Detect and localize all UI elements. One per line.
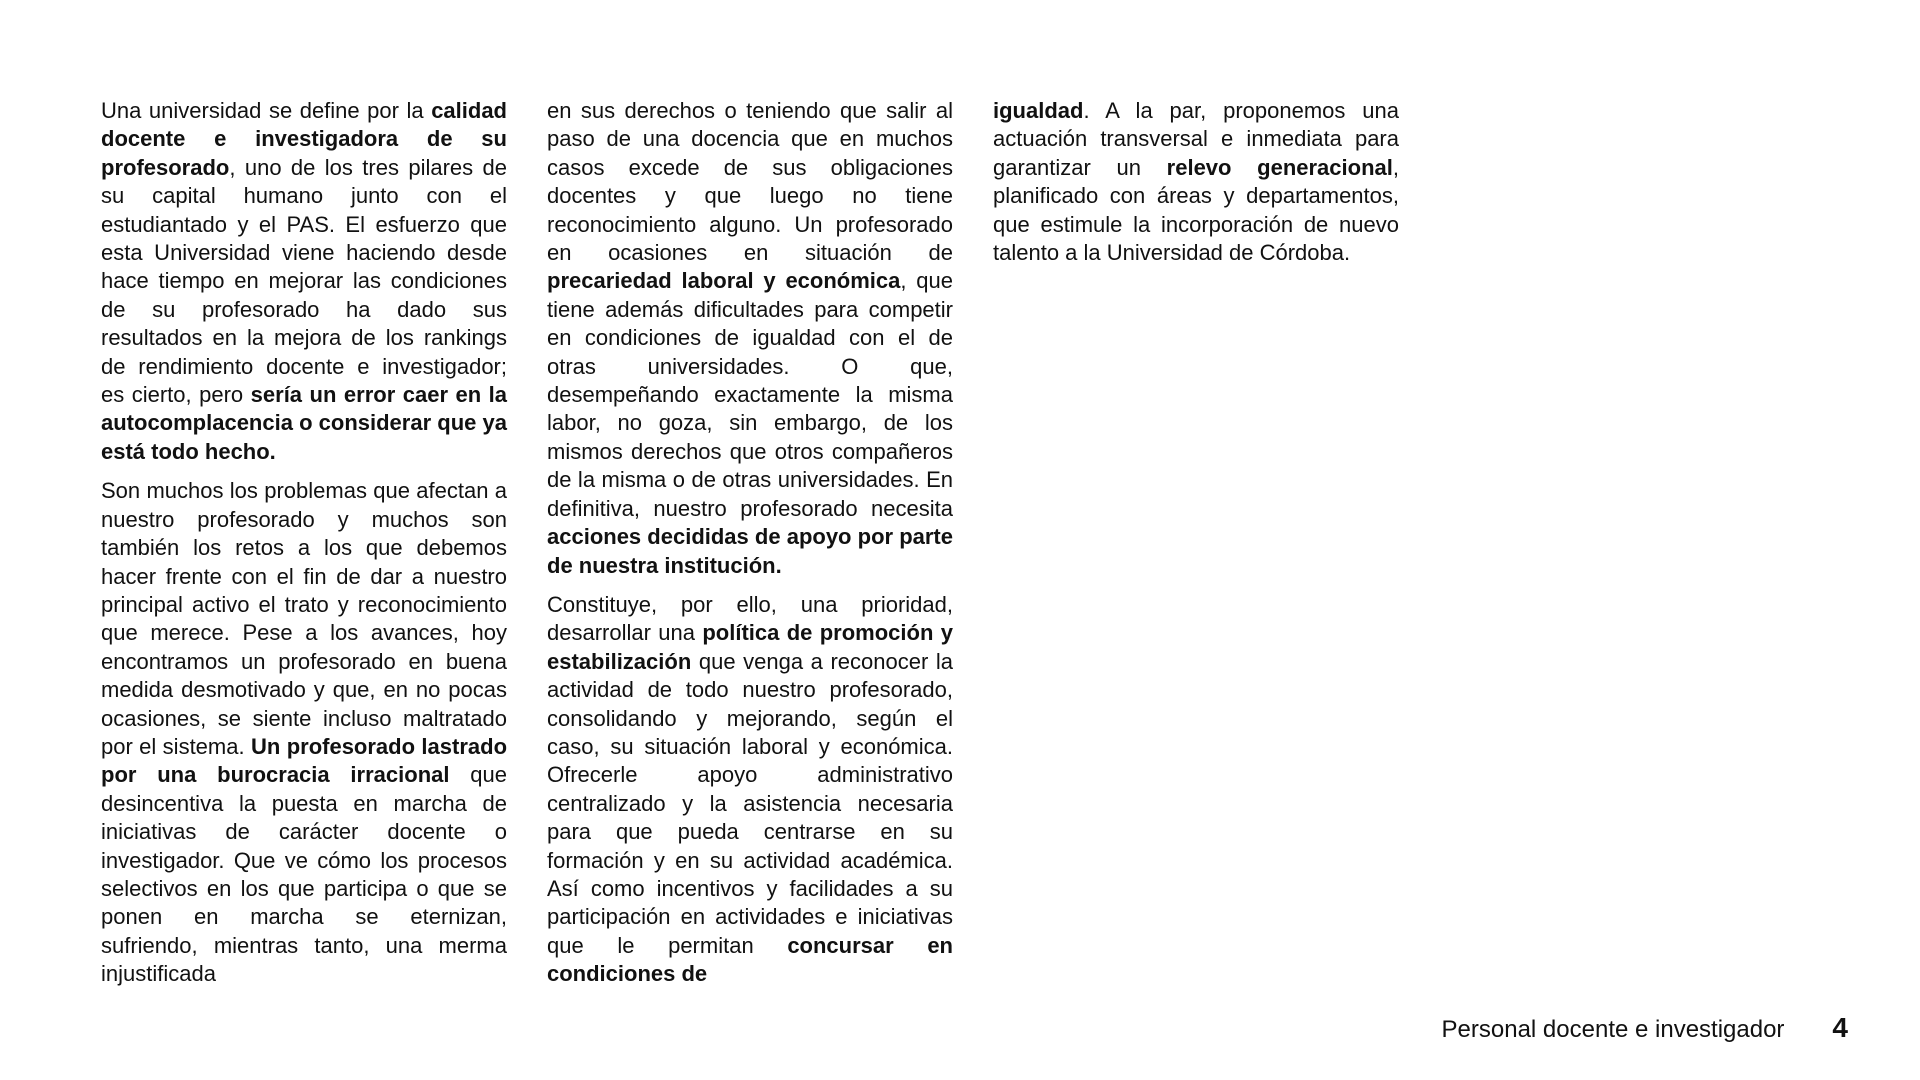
- bold-text-segment: igualdad: [993, 98, 1084, 123]
- text-segment: , que tiene además dificultades para competir en condiciones de igualdad con el de otras universidades. O que, desempeñando exactamente la misma labor, no goza, sin embargo, de los mismos derechos que otros compañeros de la misma o de otras universidades. En definitiva, nuestro profesorado necesita: [547, 268, 953, 521]
- paragraph: [547, 97, 953, 580]
- bold-text-segment: política de promoción y estabilización: [547, 620, 953, 674]
- paragraph: [101, 97, 507, 466]
- text-column-2: [547, 97, 953, 1000]
- page-number: 4: [1832, 1012, 1848, 1043]
- bold-text-segment: Un profesorado lastrado por una burocracia irracional: [101, 733, 508, 788]
- text-segment: en sus derechos o teniendo que salir al paso de una docencia que en muchos casos excede de sus obligaciones docentes y que luego no tiene reconocimiento alguno. Un profesorado en ocasiones en situación de: [547, 98, 953, 266]
- bold-text-segment: precariedad laboral y económica: [547, 268, 901, 294]
- text-segment: que venga a reconocer la actividad de todo nuestro profesorado, consolidando y mejorando, según el caso, su situación laboral y económica. Ofrecerle apoyo administrativo centralizado y la asistencia necesaria para que pueda centrarse en su formación y en su actividad académica. Así como incentivos y facilidades a su participación en actividades e iniciativas que le permitan: [547, 648, 953, 958]
- bold-text-segment: calidad docente e investigadora de su profesorado: [101, 98, 507, 180]
- text-segment: Una universidad se define por la: [101, 98, 432, 123]
- paragraph: [547, 591, 953, 989]
- text-segment: , planificado con áreas y departamentos, que estimule la incorporación de nuevo talento a la Universidad de Córdoba.: [993, 154, 1399, 266]
- text-segment: Son muchos los problemas que afectan a nuestro profesorado y muchos son también los retos a los que debemos hacer frente con el fin de dar a nuestro principal activo el trato y reconocimiento que merece. Pese a los avances, hoy encontramos un profesorado en buena medida desmotivado y que, en no pocas ocasiones, se siente incluso maltratado por el sistema.: [101, 478, 507, 759]
- bold-text-segment: sería un error caer en la autocomplacencia o considerar que ya está todo hecho.: [101, 382, 508, 464]
- paragraph: [993, 97, 1399, 267]
- text-segment: , uno de los tres pilares de su capital humano junto con el estudiantado y el PAS. El esfuerzo que esta Universidad viene haciendo desde hace tiempo en mejorar las condiciones de su profesorado ha dado sus resultados en la mejora de los rankings de rendimiento docente e investigador; es cierto, pero: [101, 154, 507, 408]
- bold-text-segment: concursar en condiciones de: [547, 932, 953, 987]
- footer-section-title: Personal docente e investigador: [1441, 1016, 1785, 1043]
- text-segment: que desincentiva la puesta en marcha de iniciativas de carácter docente o investigador. Que ve cómo los procesos selectivos en los que participa o que se ponen en marcha se eternizan, sufriendo, mientras tanto, una merma injustificada: [101, 762, 507, 987]
- page-footer: [1442, 1012, 1848, 1044]
- text-segment: Constituye, por ello, una prioridad, desarrollar una: [547, 591, 953, 646]
- text-segment: . A la par, proponemos una actuación transversal e inmediata para garantizar un: [993, 98, 1399, 180]
- text-column-1: [101, 97, 507, 1000]
- text-column-3: [993, 97, 1399, 278]
- bold-text-segment: acciones decididas de apoyo por parte de nuestra institución.: [547, 524, 953, 578]
- bold-text-segment: relevo generacional: [1166, 154, 1393, 180]
- paragraph: [101, 477, 507, 988]
